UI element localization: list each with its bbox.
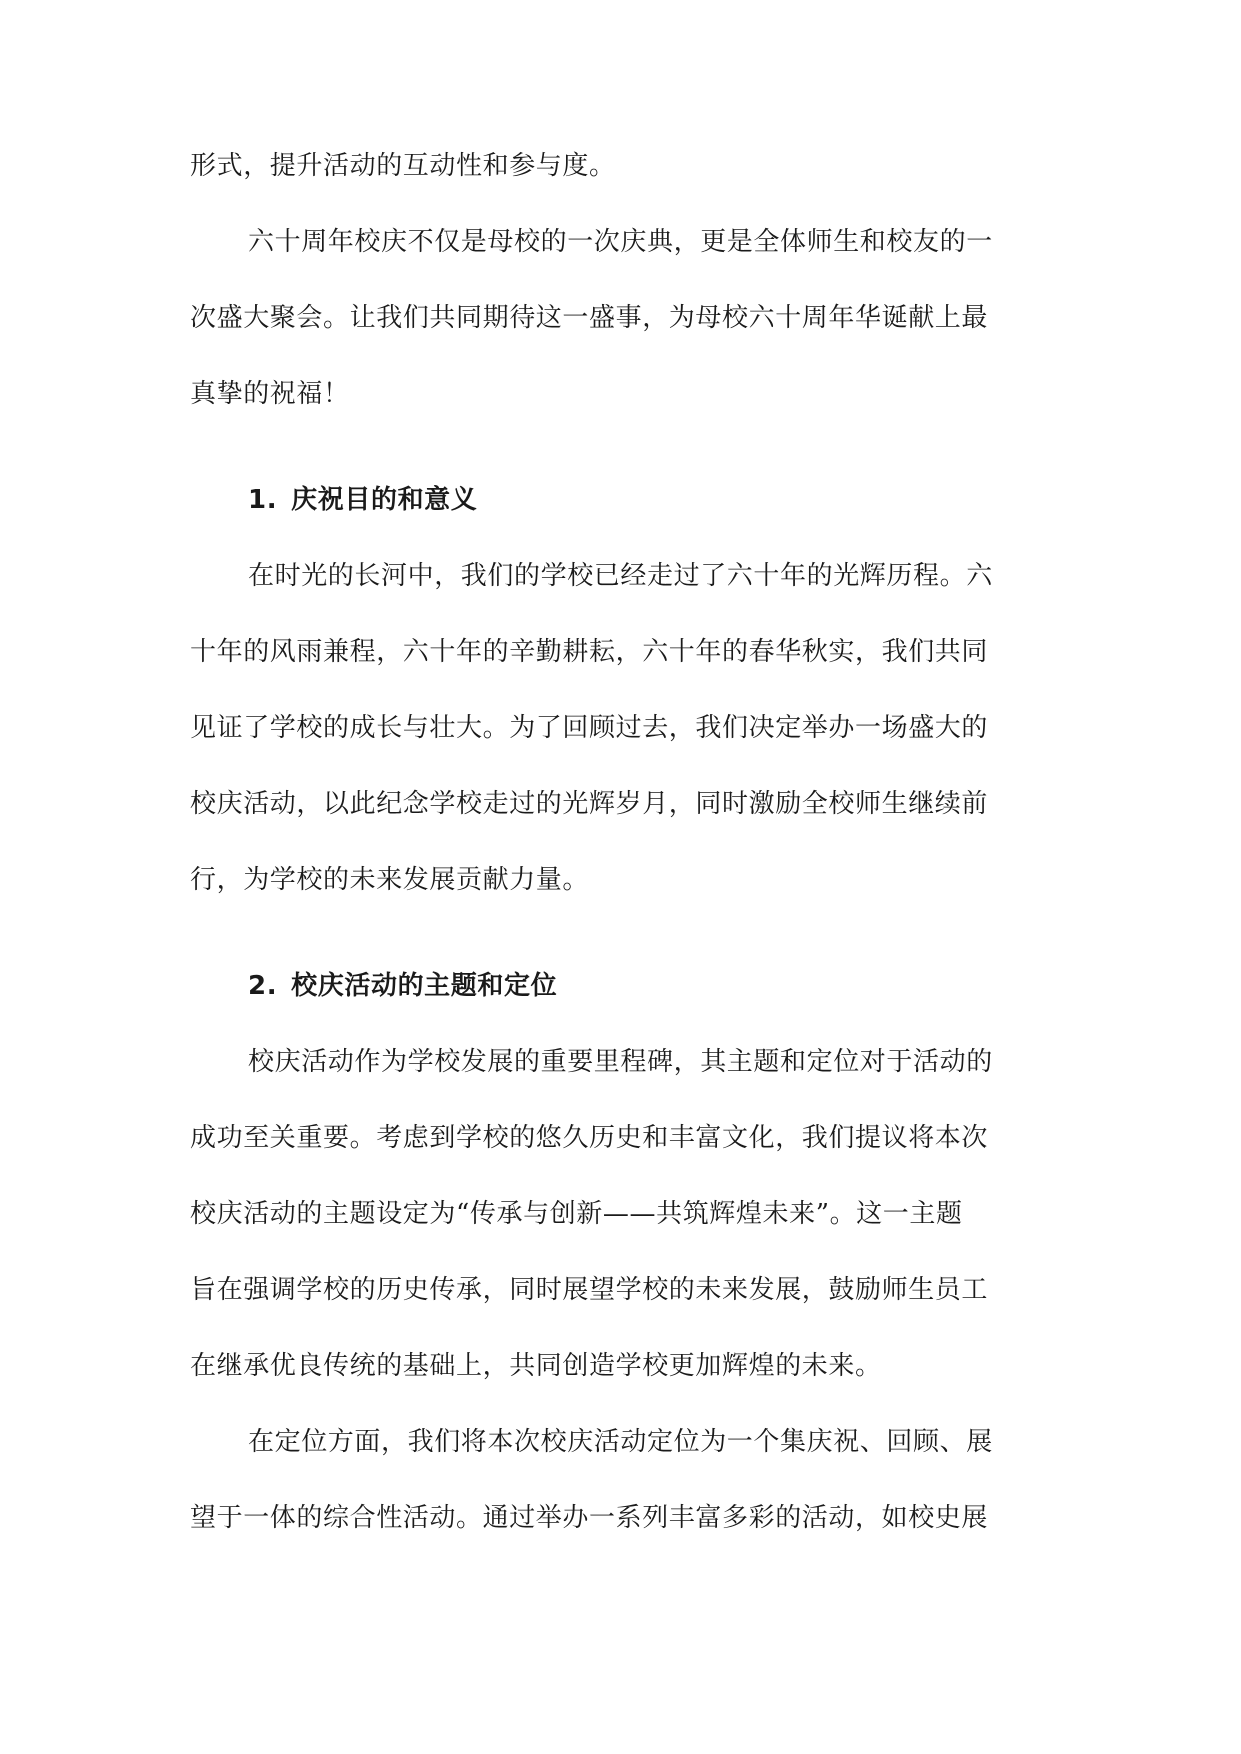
body-line: 校庆活动的主题设定为“传承与创新——共筑辉煌未来”。这一主题 [190,1199,963,1229]
body-line: 在继承优良传统的基础上，共同创造学校更加辉煌的未来。 [190,1351,882,1381]
section-spacer [190,918,1052,948]
section-heading-1 [190,462,1052,538]
body-line: 旨在强调学校的历史传承，同时展望学校的未来发展，鼓励师生员工 [190,1275,989,1305]
document-body [190,128,1052,1556]
body-line: 真挚的祝福！ [190,379,350,409]
body-line: 次盛大聚会。让我们共同期待这一盛事，为母校六十周年华诞献上最 [190,303,989,333]
section-heading-2 [190,948,1052,1024]
body-line: 在定位方面，我们将本次校庆活动定位为一个集庆祝、回顾、展 [248,1427,993,1457]
section-spacer [190,432,1052,462]
section-number: 1. [248,485,278,515]
body-line: 校庆活动，以此纪念学校走过的光辉岁月，同时激励全校师生继续前 [190,789,989,819]
body-line: 成功至关重要。考虑到学校的悠久历史和丰富文化，我们提议将本次 [190,1123,989,1153]
body-line: 在时光的长河中，我们的学校已经走过了六十年的光辉历程。六 [248,561,993,591]
section-title: 校庆活动的主题和定位 [291,971,558,1001]
section-title: 庆祝目的和意义 [291,485,478,515]
body-line: 校庆活动作为学校发展的重要里程碑，其主题和定位对于活动的 [248,1047,993,1077]
body-line: 行，为学校的未来发展贡献力量。 [190,865,590,895]
body-line: 见证了学校的成长与壮大。为了回顾过去，我们决定举办一场盛大的 [190,713,989,743]
body-line: 十年的风雨兼程，六十年的辛勤耕耘，六十年的春华秋实，我们共同 [190,637,989,667]
body-line: 六十周年校庆不仅是母校的一次庆典，更是全体师生和校友的一 [248,227,993,257]
body-line: 形式，提升活动的互动性和参与度。 [190,151,616,181]
body-line: 望于一体的综合性活动。通过举办一系列丰富多彩的活动，如校史展 [190,1503,989,1533]
section-number: 2. [248,971,278,1001]
